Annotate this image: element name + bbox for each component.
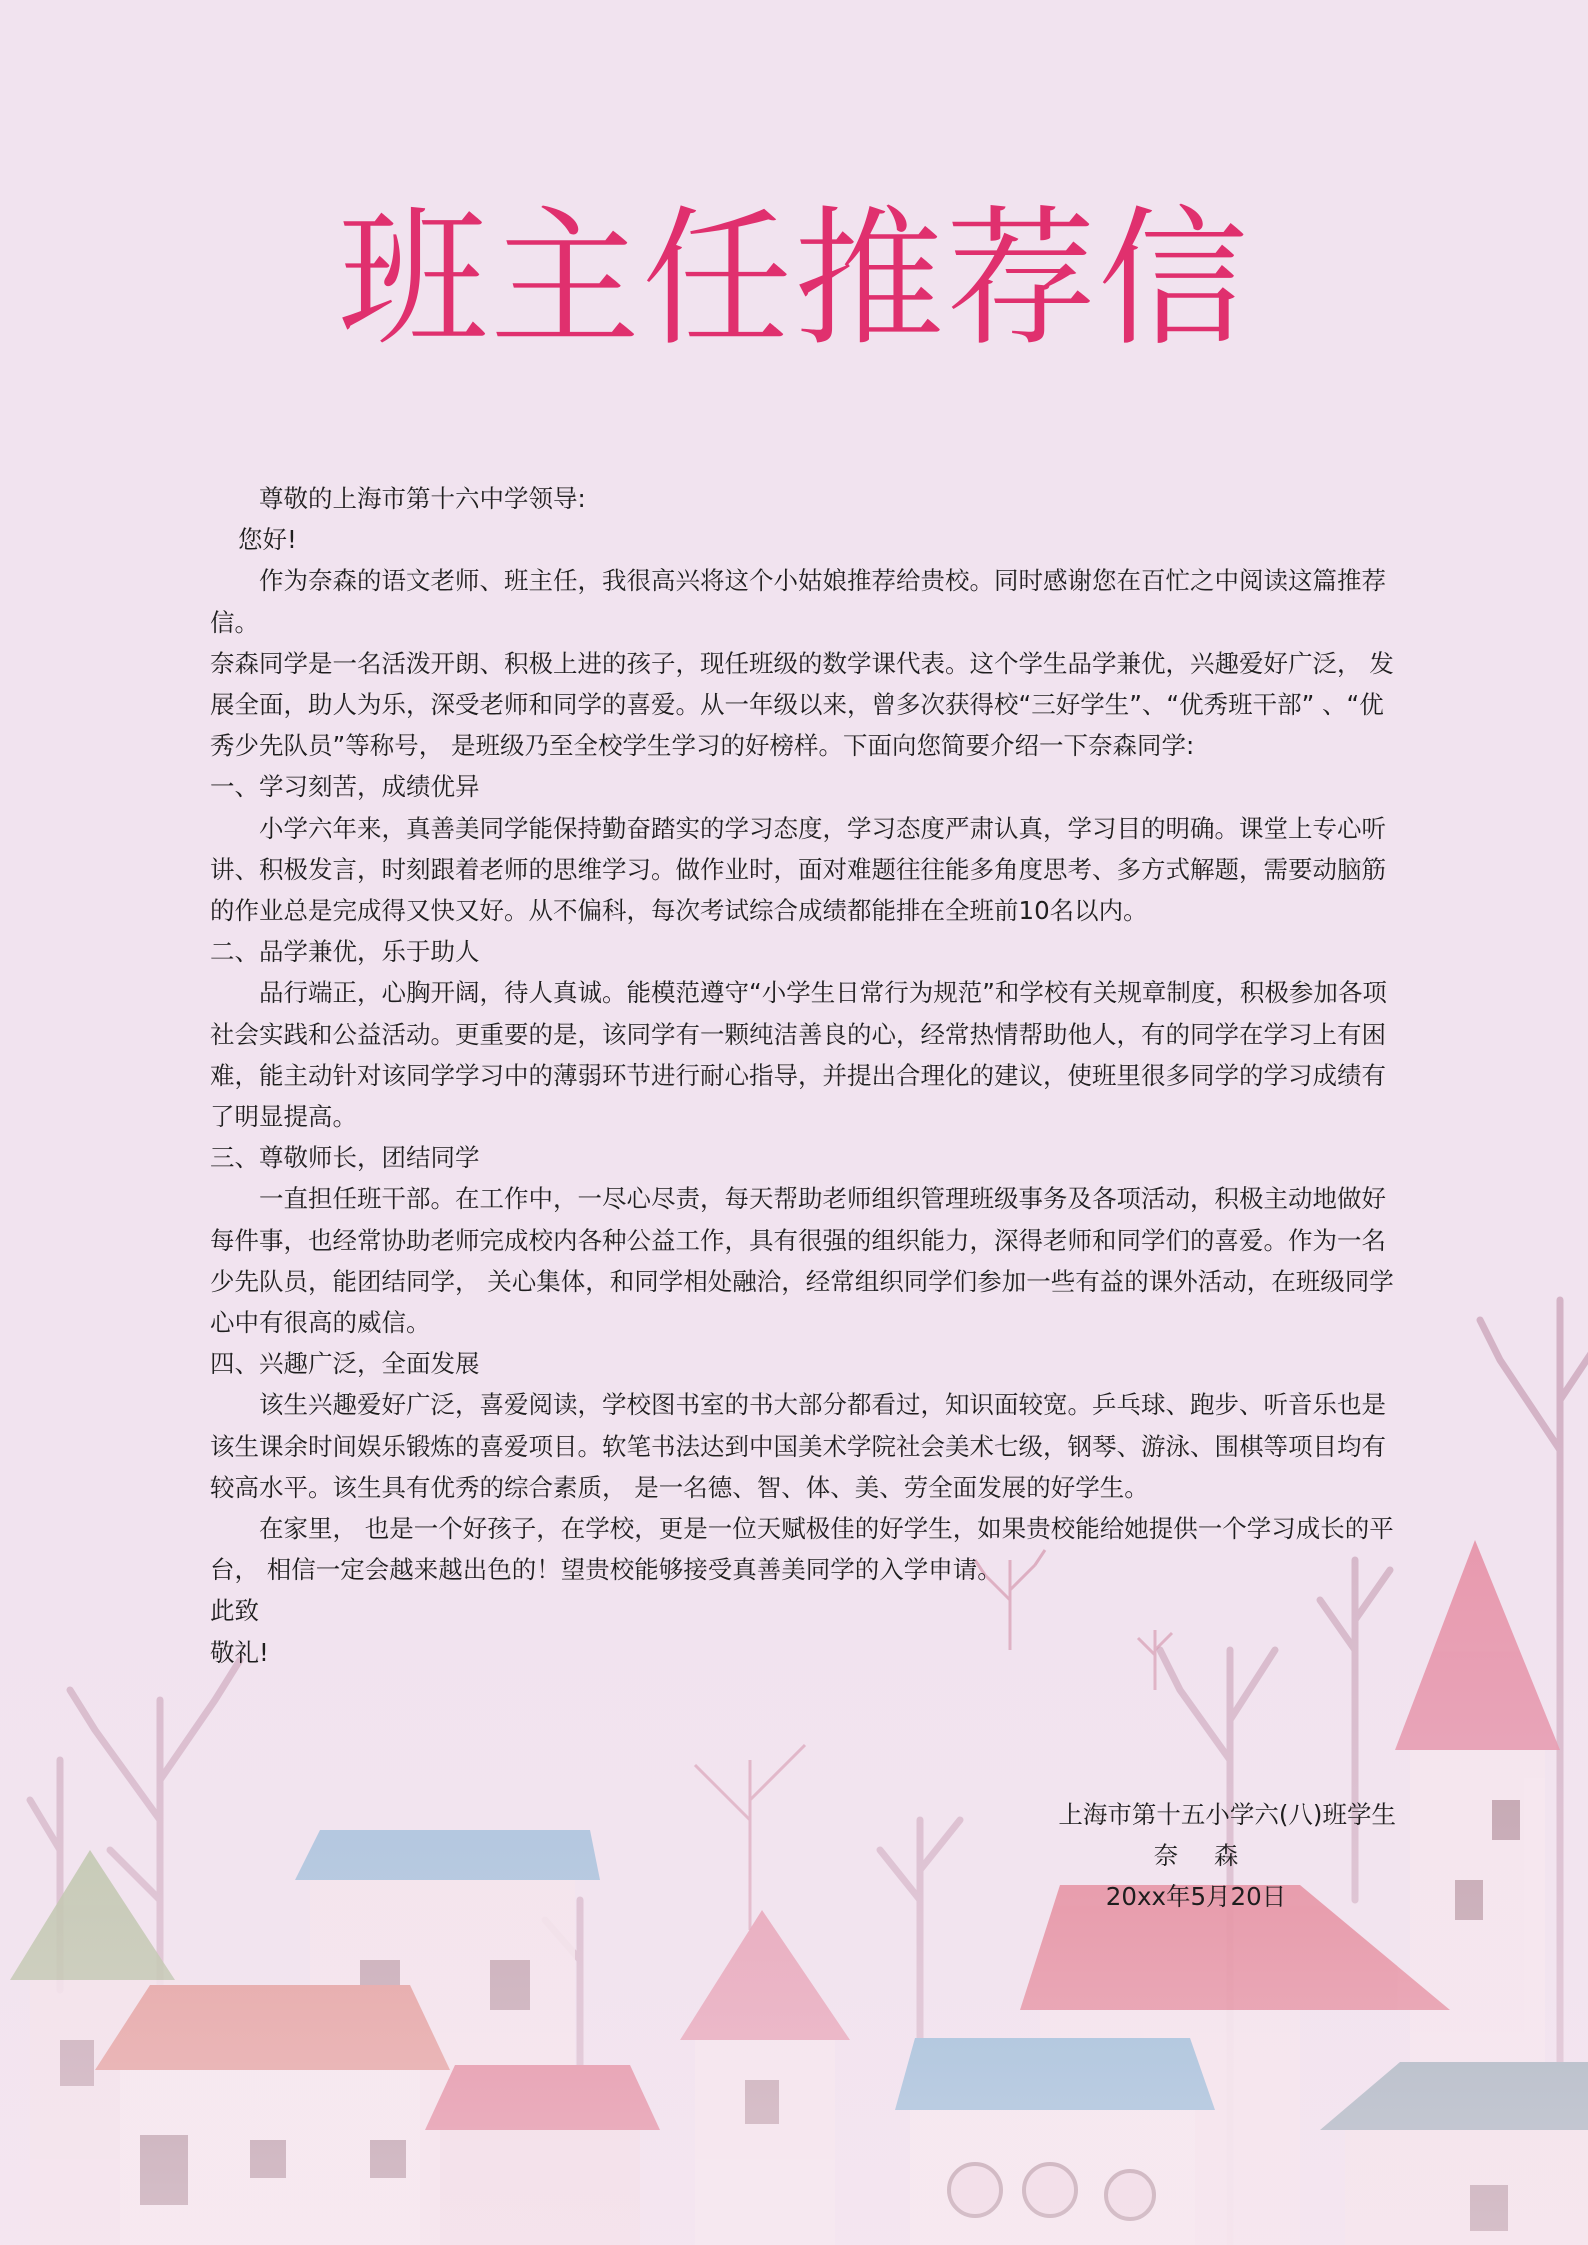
section-heading: 四、兴趣广泛，全面发展 <box>210 1349 480 1379</box>
closing-line-2: 敬礼! <box>210 1637 269 1667</box>
section-body: 品行端正，心胸开阔，待人真诚。能模范遵守“小学生日常行为规范”和学校有关规章制度，积极参加各项社会实践和公益活动。更重要的是，该同学有一颗纯洁善良的心，经常热情帮助他人，有的同学在学习上有困难，能主动针对该同学学习中的薄弱环节进行耐心指导，并提出合理化的建议，使班里很多同学的学习成绩有了明显提高。 <box>210 978 1387 1132</box>
intro-paragraph: 作为奈森的语文老师、班主任，我很高兴将这个小姑娘推荐给贵校。同时感谢您在百忙之中阅读这篇推荐信。 <box>210 566 1386 637</box>
section-heading: 一、学习刻苦，成绩优异 <box>210 772 480 802</box>
letter-body <box>210 478 1396 1673</box>
signature-block <box>996 1794 1396 1918</box>
letter-title: 班主任推荐信 <box>337 193 1250 367</box>
section-body: 一直担任班干部。在工作中，一尽心尽责，每天帮助老师组织管理班级事务及各项活动，积极主动地做好每件事，也经常协助老师完成校内各种公益工作，具有很强的组织能力，深得老师和同学们的喜爱。作为一名少先队员，能团结同学， 关心集体，和同学相处融洽，经常组织同学们参加一些有益的课外活动，在班级同学心中有很高的威信。 <box>210 1184 1394 1338</box>
greeting: 您好! <box>238 525 297 555</box>
section-body: 该生兴趣爱好广泛，喜爱阅读，学校图书室的书大部分都看过，知识面较宽。乒乓球、跑步、听音乐也是该生课余时间娱乐锻炼的喜爱项目。软笔书法达到中国美术学院社会美术七级，钢琴、游泳、围棋等项目均有较高水平。该生具有优秀的综合素质， 是一名德、智、体、美、劳全面发展的好学生。 <box>210 1390 1386 1502</box>
closing-line-1: 此致 <box>210 1596 259 1626</box>
section-heading: 二、品学兼优，乐于助人 <box>210 937 480 967</box>
section-body: 小学六年来，真善美同学能保持勤奋踏实的学习态度，学习态度严肃认真，学习目的明确。课堂上专心听讲、积极发言，时刻跟着老师的思维学习。做作业时，面对难题往往能多角度思考、多方式解题，需要动脑筋的作业总是完成得又快又好。从不偏科，每次考试综合成绩都能排在全班前10名以内。 <box>210 813 1386 926</box>
signature-date: 20xx年5月20日 <box>1105 1882 1287 1912</box>
salutation: 尊敬的上海市第十六中学领导: <box>259 484 586 513</box>
signature-school-class: 上海市第十五小学六(八)班学生 <box>1058 1800 1396 1829</box>
overview-paragraph: 奈森同学是一名活泼开朗、积极上进的孩子，现任班级的数学课代表。这个学生品学兼优，兴趣爱好广泛， 发展全面，助人为乐，深受老师和同学的喜爱。从一年级以来，曾多次获得校“三好学生”、“优秀班干部” 、“优秀少先队员”等称号， 是班级乃至全校学生学习的好榜样。下面向您简要介绍一下奈森同学: <box>210 648 1394 761</box>
section-heading: 三、尊敬师长，团结同学 <box>210 1143 480 1173</box>
closing-paragraph: 在家里， 也是一个好孩子，在学校，更是一位天赋极佳的好学生，如果贵校能给她提供一个学习成长的平台， 相信一定会越来越出色的！望贵校能够接受真善美同学的入学申请。 <box>210 1514 1394 1585</box>
signature-name: 奈 森 <box>1153 1841 1253 1871</box>
